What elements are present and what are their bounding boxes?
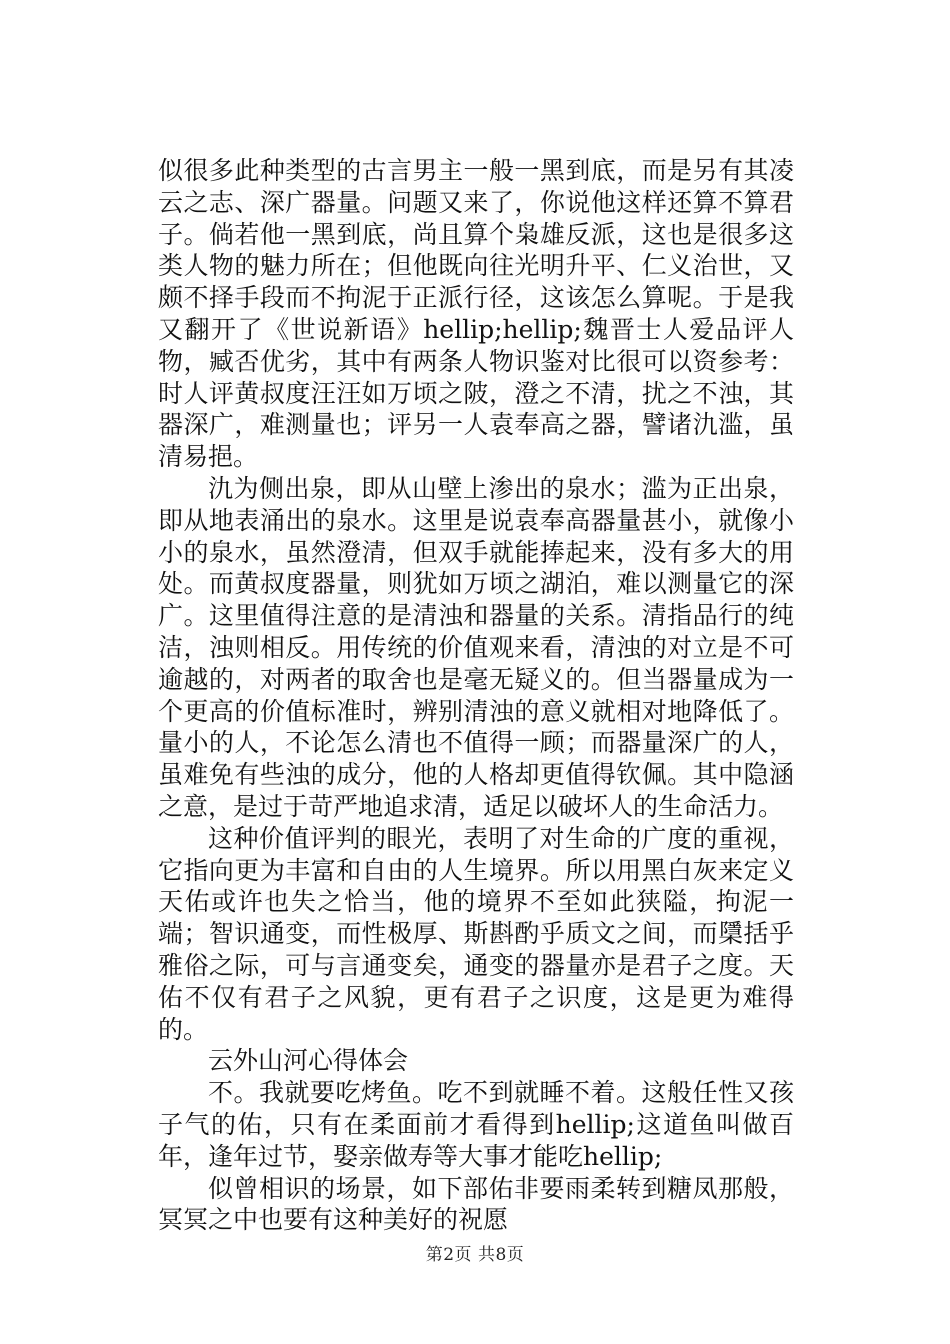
paragraph-5: 似曾相识的场景，如下部佑非要雨柔转到糖凤那般，冥冥之中也要有这种美好的祝愿 (158, 1173, 794, 1235)
page-number-footer: 第2页 共8页 (425, 1245, 525, 1265)
paragraph-4: 不。我就要吃烤鱼。吃不到就睡不着。这般任性又孩子气的佑，只有在柔面前才看得到hellip;这道鱼叫做百年，逢年过节，娶亲做寿等大事才能吃hellip; (158, 1078, 794, 1171)
paragraph-3: 这种价值评判的眼光，表明了对生命的广度的重视，它指向更为丰富和自由的人生境界。所以用黑白灰来定义天佑或许也失之恰当，他的境界不至如此狭隘，拘泥一端；智识通变，而性极厚、斯斟酌乎质文之间，而檃括乎雅俗之际，可与言通变矣，通变的器量亦是君子之度。天佑不仅有君子之风貌，更有君子之识度，这是更为难得的。 (158, 823, 794, 1044)
paragraph-1: 似很多此种类型的古言男主一般一黑到底，而是另有其凌云之志、深广器量。问题又来了，你说他这样还算不算君子。倘若他一黑到底，尚且算个枭雄反派，这也是很多这类人物的魅力所在；但他既向往光明升平、仁义治世，又颇不择手段而不拘泥于正派行径，这该怎么算呢。于是我又翻开了《世说新语》hellip;hellip;魏晋士人爱品评人物，臧否优劣，其中有两条人物识鉴对比很可以资参考：时人评黄叔度汪汪如万顷之陂，澄之不清，扰之不浊，其器深广，难测量也；评另一人袁奉高之器，譬诸氿滥，虽清易挹。 (158, 156, 794, 472)
section-heading: 云外山河心得体会 (208, 1046, 409, 1076)
paragraph-2: 氿为侧出泉，即从山壁上渗出的泉水；滥为正出泉，即从地表涌出的泉水。这里是说袁奉高器量甚小，就像小小的泉水，虽然澄清，但双手就能捧起来，没有多大的用处。而黄叔度器量，则犹如万顷之湖泊，难以测量它的深广。这里值得注意的是清浊和器量的关系。清指品行的纯洁，浊则相反。用传统的价值观来看，清浊的对立是不可逾越的，对两者的取舍也是毫无疑义的。但当器量成为一个更高的价值标准时，辨别清浊的意义就相对地降低了。量小的人，不论怎么清也不值得一顾；而器量深广的人，虽难免有些浊的成分，他的人格却更值得钦佩。其中隐涵之意，是过于苛严地追求清，适足以破坏人的生命活力。 (158, 473, 794, 821)
document-body (158, 155, 794, 1236)
